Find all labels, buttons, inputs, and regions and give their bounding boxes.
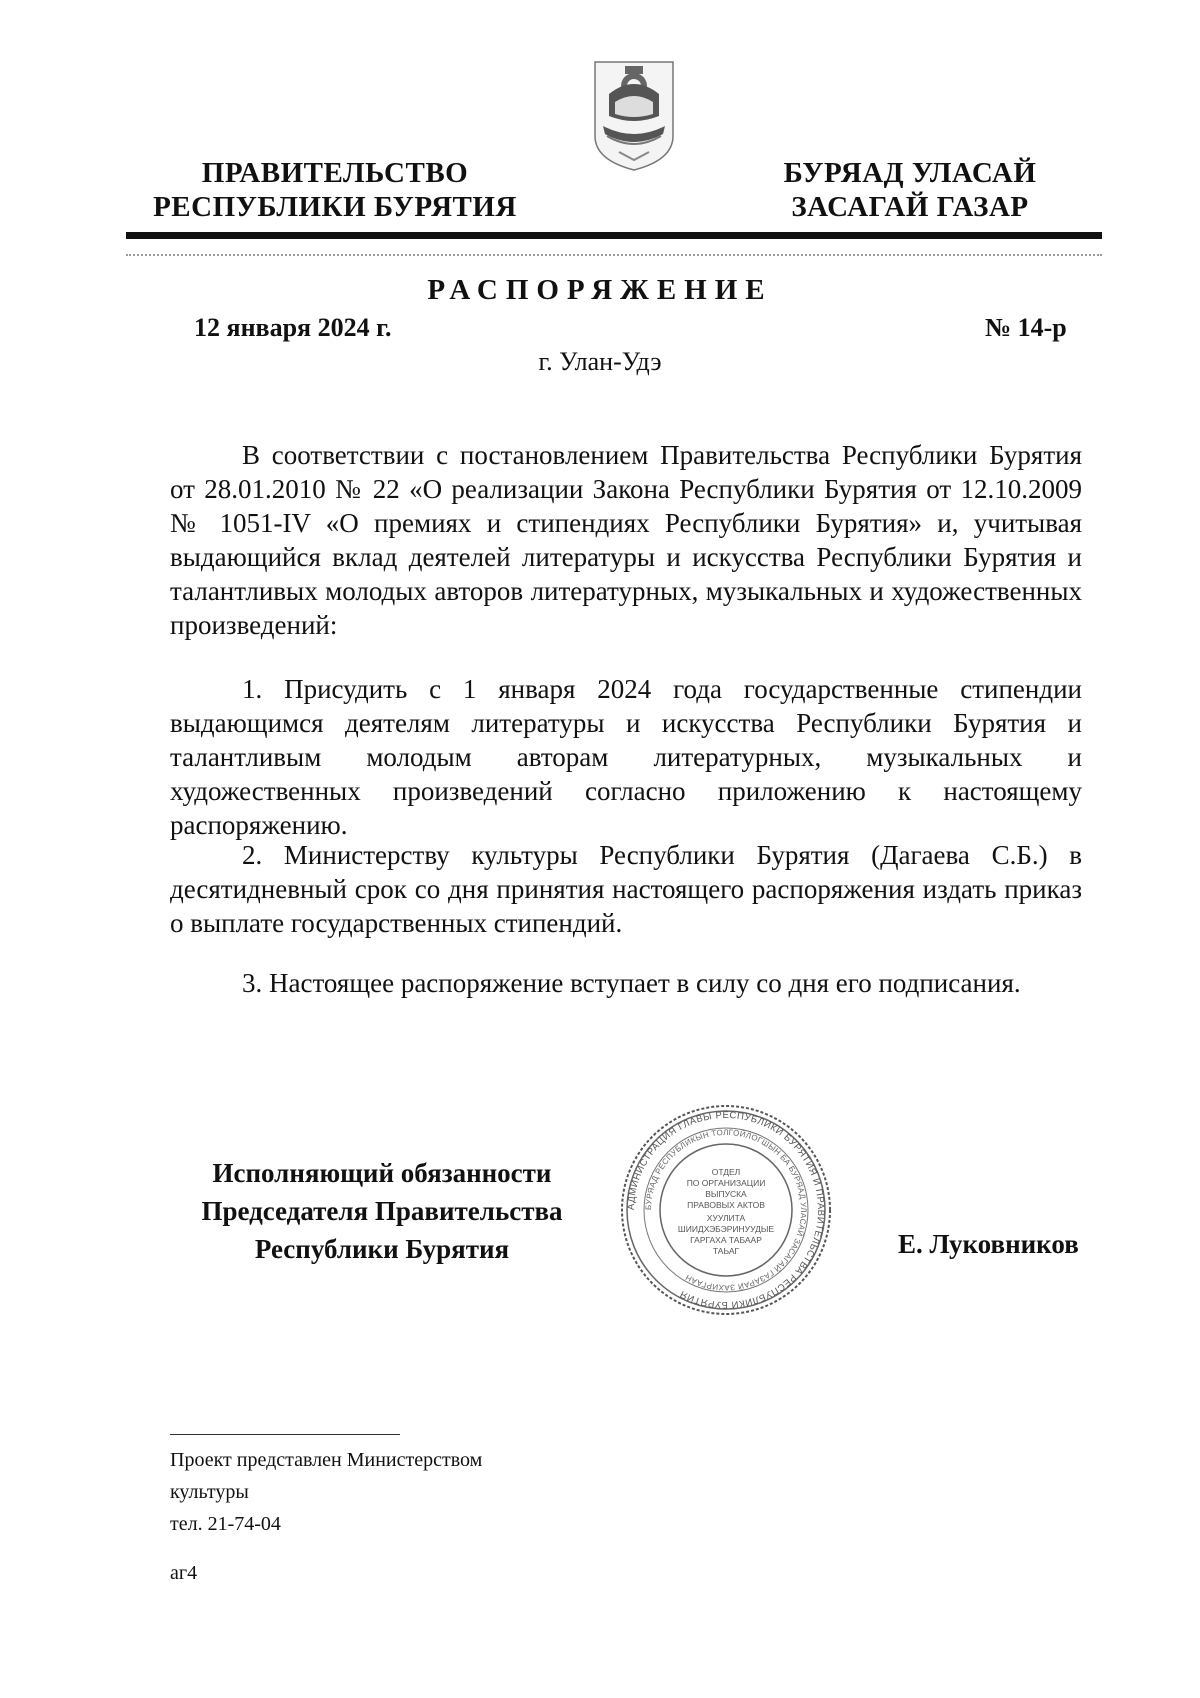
- document-city: г. Улан-Удэ: [538, 347, 662, 376]
- seal-center-line: ТАЬАГ: [712, 1246, 740, 1256]
- item-2-paragraph: 2. Министерству культуры Республики Бурятия (Дагаева С.Б.) в десятидневный срок со дня принятия настоящего распоряжения издать приказ о выплате государственных стипендий.: [170, 840, 1082, 938]
- signatory-title-line3: Республики Бурятия: [254, 1234, 510, 1264]
- signatory-name: Е. Луковников: [898, 1229, 1079, 1259]
- government-name-line1: ПРАВИТЕЛЬСТВО: [201, 157, 469, 189]
- item-3-paragraph: 3. Настоящее распоряжение вступает в силу со дня его подписания.: [242, 968, 1021, 998]
- footer-phone: тел. 21-74-04: [170, 1513, 281, 1535]
- item-1-paragraph: 1. Присудить с 1 января 2024 года государственные стипендии выдающимся деятелям литературы и искусства Республики Бурятия и талантливым молодым авторам литературных, музыкальных и художественных произведений согласно приложению к настоящему распоряжению.: [170, 674, 1082, 840]
- government-name-buryat-line1: БУРЯАД УЛАСАЙ: [783, 157, 1037, 189]
- header-divider: [126, 232, 1102, 239]
- seal-center-line: ВЫПУСКА: [705, 1189, 747, 1199]
- seal-ring-outer-text: АДМИНИСТРАЦИЯ ГЛАВЫ РЕСПУБЛИКИ БУРЯТИЯ И ПРАВИТЕЛЬСТВА РЕСПУБЛИКИ БУРЯТИЯ: [625, 1109, 827, 1311]
- header-dotted-divider: [126, 254, 1102, 256]
- document-number: № 14-р: [985, 313, 1067, 342]
- seal-center-line: ОТДЕЛ: [711, 1167, 741, 1177]
- government-name-buryat-line2: ЗАСАГАЙ ГАЗАР: [791, 191, 1029, 223]
- seal-center-line: ХУУЛИТА: [706, 1213, 746, 1223]
- footer-note: [170, 1444, 590, 1540]
- document-date: 12 января 2024 г.: [194, 313, 392, 342]
- seal-center-line: ШИИДХЭБЭРИНУУДЫЕ: [677, 1224, 775, 1234]
- signatory-title-line1: Исполняющий обязанности: [212, 1158, 552, 1188]
- seal-center-line: ПРАВОВЫХ АКТОВ: [687, 1200, 765, 1210]
- document-title: РАСПОРЯЖЕНИЕ: [427, 274, 773, 306]
- footer-line2: культуры: [170, 1481, 249, 1503]
- coat-of-arms-icon: [589, 56, 679, 174]
- signatory-title: [172, 1154, 592, 1268]
- seal-center-line: ПО ОРГАНИЗАЦИИ: [686, 1178, 766, 1188]
- intro-paragraph: В соответствии с постановлением Правительства Республики Бурятия от 28.01.2010 № 22 «О реализации Закона Республики Бурятия от 12.10.2009 № 1051-IV «О премиях и стипендиях Республики Бурятия» и, учитывая выдающийся вклад деятелей литературы и искусства Республики Бурятия и талантливых молодых авторов литературных, музыкальных и художественных произведений:: [170, 440, 1082, 640]
- government-name-buryat: [760, 156, 1060, 224]
- government-name-line2: РЕСПУБЛИКИ БУРЯТИЯ: [153, 191, 517, 223]
- signatory-title-line2: Председателя Правительства: [201, 1196, 563, 1226]
- official-seal-icon: [616, 1100, 836, 1320]
- seal-ring-inner-text: БУРЯАД РЕСПУБЛИКЫН ТОЛГОЙЛОГШЫН БА БУРЯАД УЛАСАЙ ЗАСАГАЙ ГАЗАРАЙ ЗАХИРГААН: [643, 1127, 809, 1293]
- footer-line1: Проект представлен Министерством: [170, 1449, 483, 1471]
- footer-code: аг4: [170, 1562, 198, 1584]
- footer-divider: [170, 1434, 400, 1435]
- svg-text:БУРЯАД РЕСПУБЛИКЫН ТОЛГОЙЛОГШЫ: [644, 1128, 808, 1292]
- seal-center-line: ГАРГАХА ТАБААР: [690, 1235, 762, 1245]
- government-name-russian: [150, 156, 520, 224]
